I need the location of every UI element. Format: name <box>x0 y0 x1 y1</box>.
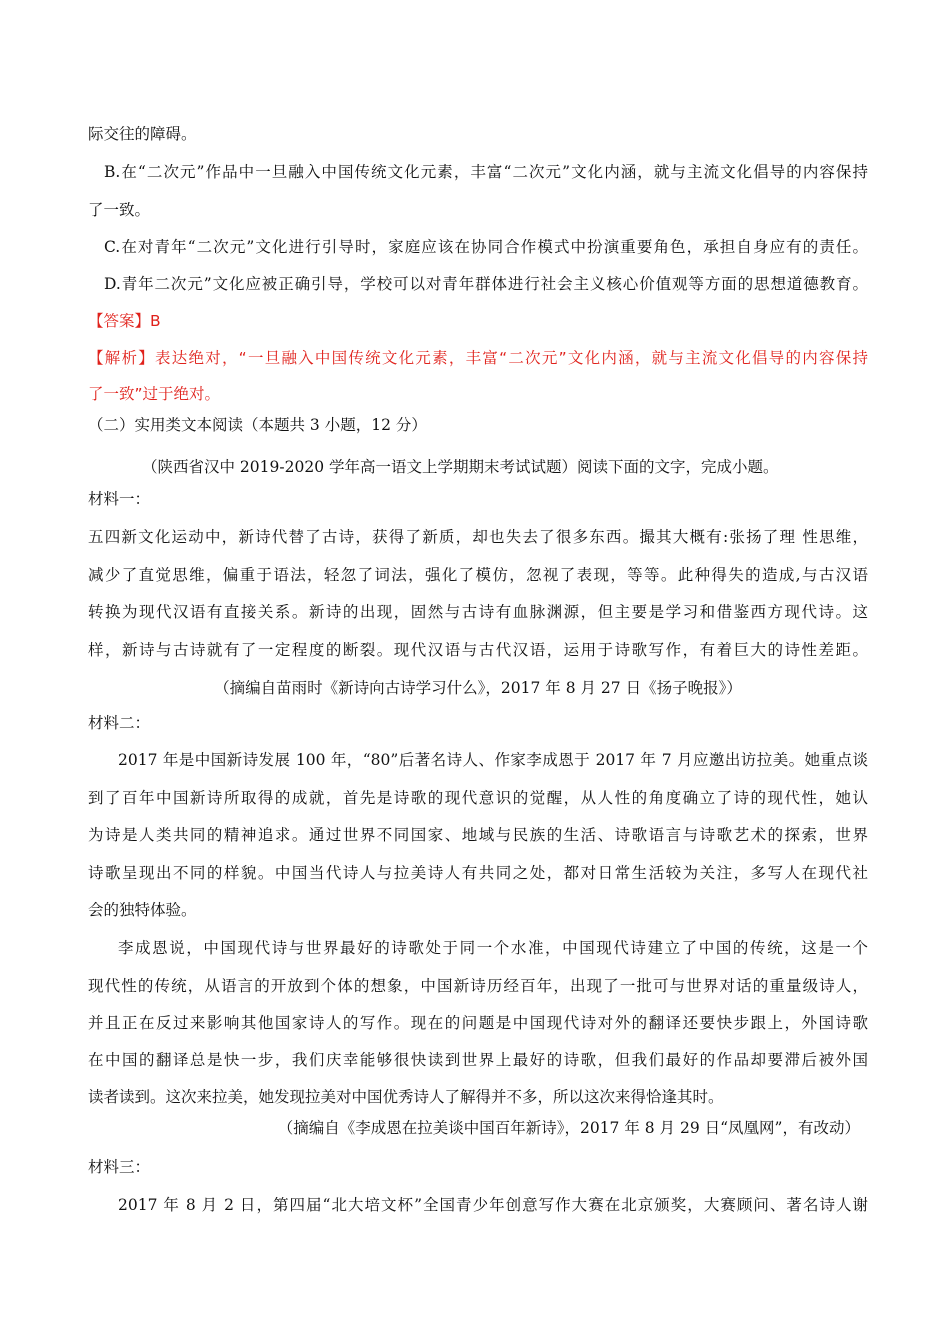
source-citation: （摘编自苗雨时《新诗向古诗学习什么》，2017 年 8 月 27 日《扬子晚报》） <box>214 679 742 697</box>
section-heading: （二）实用类文本阅读（本题共 3 小题，12 分） <box>88 416 427 434</box>
answer-label: 【答案】B <box>88 312 161 330</box>
source-citation: （摘编自《李成恩在拉美谈中国百年新诗》，2017 年 8 月 29 日“凤凰网”，有改动） <box>277 1119 860 1137</box>
analysis-line: 了一致”过于绝对。 <box>88 385 221 403</box>
option-d-line: D.青年二次元”文化应被正确引导，学校可以对青年群体进行社会主义核心价值观等方面的思想道德教育。 <box>104 275 868 293</box>
paragraph-line: 会的独特体验。 <box>88 901 197 919</box>
paragraph-line: 为诗是人类共同的精神追求。通过世界不同国家、地域与民族的生活、诗歌语言与诗歌艺术的探索，世界 <box>88 826 868 844</box>
analysis-line: 【解析】表达绝对，“一旦融入中国传统文化元素，丰富“二次元”文化内涵，就与主流文化倡导的内容保持 <box>88 349 868 367</box>
option-c-line: C.在对青年“二次元”文化进行引导时，家庭应该在协同合作模式中扮演重要角色，承担自身应有的责任。 <box>104 238 868 256</box>
text-line: 了一致。 <box>88 201 151 219</box>
paragraph-line: 转换为现代汉语有直接关系。新诗的出现，固然与古诗有血脉渊源，但主要是学习和借鉴西方现代诗。这 <box>88 603 868 621</box>
material-label: 材料三： <box>88 1158 151 1176</box>
text-line: 际交往的障碍。 <box>88 125 197 143</box>
paragraph-line: 诗歌呈现出不同的样貌。中国当代诗人与拉美诗人有共同之处，都对日常生活较为关注，多写人在现代社 <box>88 864 868 882</box>
paragraph-line: 在中国的翻译总是快一步，我们庆幸能够很快读到世界上最好的诗歌，但我们最好的作品却要滞后被外国 <box>88 1051 868 1069</box>
paragraph-line: 减少了直觉思维，偏重于语法，轻忽了词法，强化了模仿，忽视了表现，等等。此种得失的造成,与古汉语 <box>88 566 868 584</box>
paragraph-line: 并且正在反过来影响其他国家诗人的写作。现在的问题是中国现代诗对外的翻译还要快步跟上，外国诗歌 <box>88 1014 868 1032</box>
paragraph-line: 2017 年是中国新诗发展 100 年，“80”后著名诗人、作家李成恩于 2017 年 7 月应邀出访拉美。她重点谈 <box>118 751 868 769</box>
option-b-line: B.在“二次元”作品中一旦融入中国传统文化元素，丰富“二次元”文化内涵，就与主流文化倡导的内容保持 <box>104 163 868 181</box>
paragraph-line: 读者读到。这次来拉美，她发现拉美对中国优秀诗人了解得并不多，所以这次来得恰逢其时。 <box>88 1088 724 1106</box>
paragraph-line: 样，新诗与古诗就有了一定程度的断裂。现代汉语与古代汉语，运用于诗歌写作，有着巨大的诗性差距。 <box>88 641 868 659</box>
paragraph-line: 现代性的传统，从语言的开放到个体的想象，中国新诗历经百年，出现了一批可与世界对话的重量级诗人， <box>88 977 868 995</box>
paragraph-line: 李成恩说，中国现代诗与世界最好的诗歌处于同一个水准，中国现代诗建立了中国的传统，这是一个 <box>118 939 868 957</box>
paragraph-line: 到了百年中国新诗所取得的成就，首先是诗歌的现代意识的觉醒，从人性的角度确立了诗的现代性，她认 <box>88 789 868 807</box>
paragraph-line: 2017 年 8 月 2 日，第四届“北大培文杯”全国青少年创意写作大赛在北京颁奖，大赛顾问、著名诗人谢 <box>118 1196 868 1214</box>
paragraph-line: 五四新文化运动中，新诗代替了古诗，获得了新质，却也失去了很多东西。撮其大概有:张扬了理 性思维， <box>88 528 868 546</box>
material-label: 材料二： <box>88 714 151 732</box>
material-label: 材料一： <box>88 490 151 508</box>
question-intro: （陕西省汉中 2019-2020 学年高一语文上学期期末考试试题）阅读下面的文字，完成小题。 <box>142 458 779 476</box>
